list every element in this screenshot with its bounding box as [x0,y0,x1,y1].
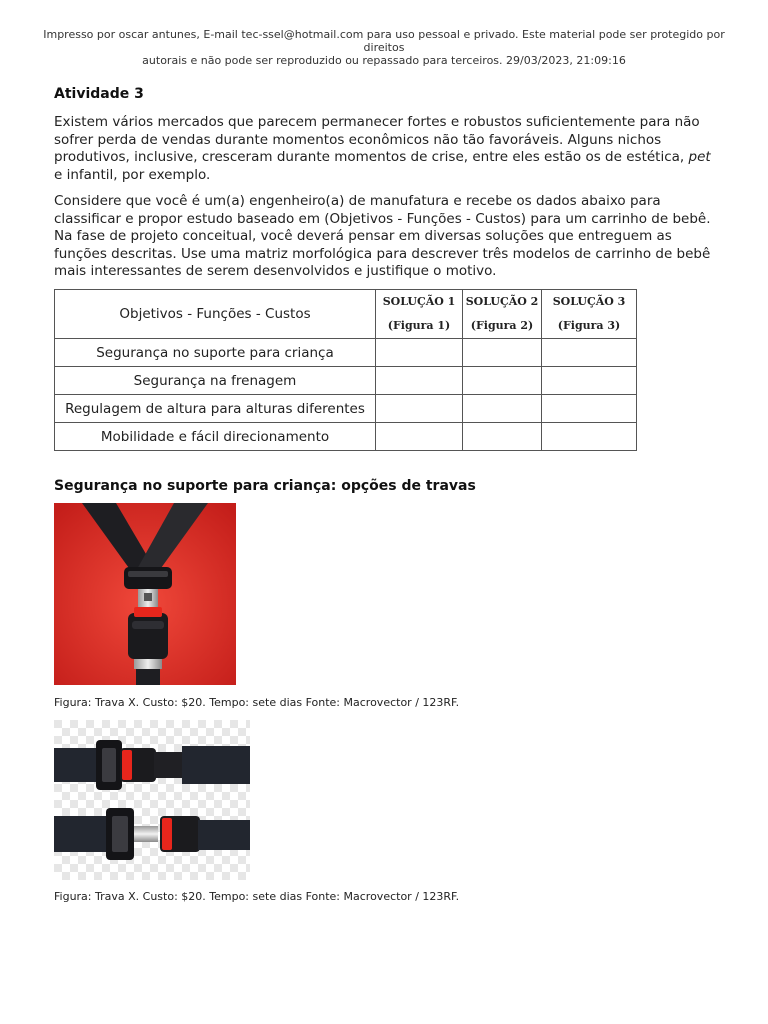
watermark-line-2: autorais e não pode ser reproduzido ou repassado para terceiros. 29/03/2023, 21:09:16 [142,54,626,67]
table-row [55,339,637,367]
table-row [55,395,637,423]
table-cell[interactable] [463,395,542,423]
table-cell[interactable] [542,395,637,423]
row-label: Segurança no suporte para criança [55,339,376,367]
intro-paragraph [54,114,714,184]
seatbelt-buckle-image-red [54,503,236,685]
intro-italic-word: pet [688,149,711,165]
solution-1-name: SOLUÇÃO 1 [382,295,456,308]
table-cell[interactable] [463,339,542,367]
intro-text-end: e infantil, por exemplo. [54,166,211,183]
solution-1-figure: (Figura 1) [387,319,451,332]
solution-3-name: SOLUÇÃO 3 [552,295,626,308]
watermark-line-1: Impresso por oscar antunes, E-mail tec-ssel@hotmail.com para uso pessoal e privado. Este material pode ser protegido por direitos [43,28,725,54]
morphological-matrix-table [54,289,637,451]
table-cell[interactable] [542,367,637,395]
table-header-row [55,290,637,339]
row-label: Regulagem de altura para alturas diferentes [55,395,376,423]
row-label: Mobilidade e fácil direcionamento [55,423,376,451]
activity-title: Atividade 3 [54,86,144,102]
section-title: Segurança no suporte para criança: opções de travas [54,478,476,494]
table-cell[interactable] [463,423,542,451]
table-row [55,423,637,451]
table-cell[interactable] [463,367,542,395]
solution-2-header [463,290,542,339]
intro-text-start: Existem vários mercados que parecem permanecer fortes e robustos suficientemente para não sofrer perda de vendas durante momentos econômicos não tão favoráveis. Alguns nichos produtivos, inclusive, cresceram durante momentos de crise, entre eles estão os de estética, [54,114,700,165]
copyright-watermark [30,28,738,67]
table-cell[interactable] [376,395,463,423]
table-cell[interactable] [542,423,637,451]
solution-2-figure: (Figura 2) [470,319,534,332]
table-cell[interactable] [376,339,463,367]
instruction-paragraph: Considere que você é um(a) engenheiro(a) de manufatura e recebe os dados abaixo para classificar e propor estudo baseado em (Objetivos - Funções - Custos) para um carrinho de bebê. Na fase de projeto conceitual, você deverá pensar em diversas soluções que entreguem as funções descritas. Use uma matriz morfológica para descrever três modelos de carrinho de bebê mais interessantes de serem desenvolvidos e justifique o motivo. [54,193,711,279]
table-cell[interactable] [376,367,463,395]
solution-3-header [542,290,637,339]
table-header-label: Objetivos - Funções - Custos [55,290,376,339]
solution-1-header [376,290,463,339]
table-cell[interactable] [376,423,463,451]
table-cell[interactable] [542,339,637,367]
figure-caption: Figura: Trava X. Custo: $20. Tempo: sete dias Fonte: Macrovector / 123RF. [54,890,460,903]
figure-caption: Figura: Trava X. Custo: $20. Tempo: sete dias Fonte: Macrovector / 123RF. [54,696,460,709]
solution-2-name: SOLUÇÃO 2 [465,295,539,308]
row-label: Segurança na frenagem [55,367,376,395]
solution-3-figure: (Figura 3) [557,319,621,332]
table-row [55,367,637,395]
seatbelt-buckles-image-checker [54,720,250,880]
